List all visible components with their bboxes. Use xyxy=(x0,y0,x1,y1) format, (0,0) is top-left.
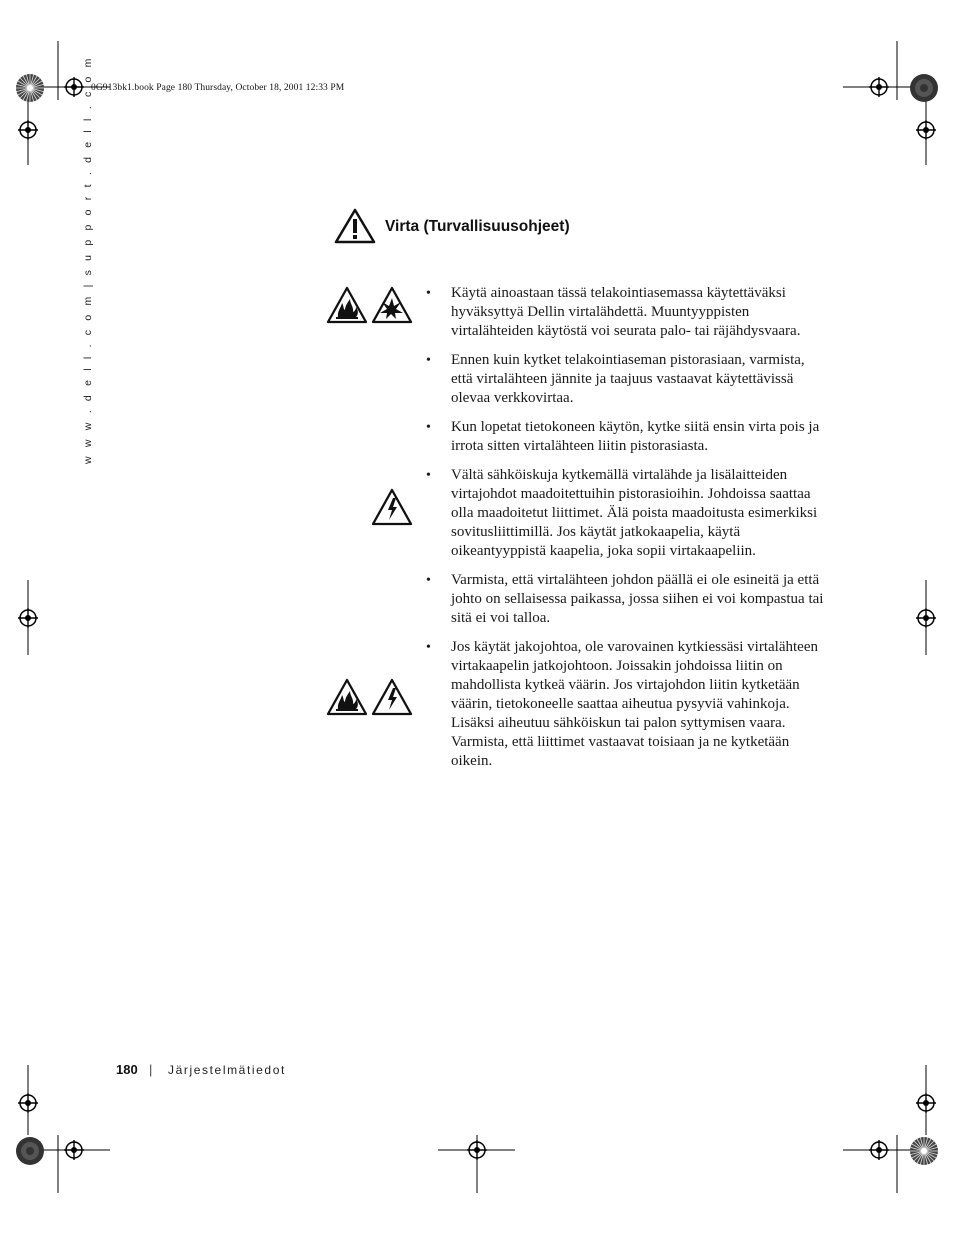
explosion-hazard-icon xyxy=(371,286,413,324)
registration-starburst-top-left xyxy=(15,73,45,103)
registration-starburst-bottom-right xyxy=(909,1136,939,1166)
print-header: 0G913bk1.book Page 180 Thursday, October 18, 2001 12:33 PM xyxy=(91,83,345,93)
registration-starburst-top-right xyxy=(909,73,939,103)
chapter-title: Järjestelmätiedot xyxy=(168,1063,286,1077)
registration-starburst-bottom-left xyxy=(15,1136,45,1166)
list-item: • Ennen kuin kytket telakointiaseman pistorasiaan, varmista, että virtalähteen jännite ja taajuus vastaavat käytettävissä olevaa verkkovirtaa. xyxy=(425,351,825,408)
footer-separator: | xyxy=(149,1062,153,1077)
caution-triangle-icon xyxy=(334,208,376,244)
list-item: • Käytä ainoastaan tässä telakointiasemassa käytettäväksi hyväksyttyä Dellin virtalähdettä. Muuntyyppisten virtalähteiden käytöstä voi seurata palo- tai räjähdysvaara. xyxy=(425,284,825,341)
section-title: Virta (Turvallisuusohjeet) xyxy=(385,218,570,235)
list-item: • Kun lopetat tietokoneen käytön, kytke siitä ensin virta pois ja irrota sitten virtalähteen liitin pistorasiasta. xyxy=(425,418,825,456)
fire-hazard-icon xyxy=(326,678,368,716)
fire-hazard-icon xyxy=(326,286,368,324)
side-url: w w w . d e l l . c o m | s u p p o r t . d e l l . c o m xyxy=(82,55,94,464)
list-item: • Vältä sähköiskuja kytkemällä virtalähde ja lisälaitteiden virtajohdot maadoitettuihin pistorasioihin. Johdoissa saattaa olla maadoitetut liittimet. Älä poista maadoitusta esimerkiksi sovitusliittimillä. Jos käytät jatkokaapelia, käytä oikeantyyppistä kaapelia, joka sopii virtakaapeliin. xyxy=(425,466,825,561)
electrical-hazard-icon xyxy=(371,678,413,716)
list-item: • Varmista, että virtalähteen johdon päällä ei ole esineitä ja että johto on sellaisessa paikassa, jossa siihen ei voi kompastua tai sitä ei voi talloa. xyxy=(425,571,825,628)
electrical-hazard-icon xyxy=(371,488,413,526)
page-number: 180 xyxy=(116,1062,138,1077)
bullet-list xyxy=(425,284,825,771)
list-item: • Jos käytät jakojohtoa, ole varovainen kytkiessäsi virtalähteen virtakaapelin jatkojohtoon. Joissakin johdoissa liitin on mahdollista kytkeä väärin. Jos virtajohdon liitin kytketään väärin, tietokoneelle saattaa aiheutua pysyviä vahinkoja. Lisäksi aiheutuu sähköiskun tai palon syttymisen vaara. Varmista, että liittimet vastaavat toisiaan ja ne kytketään oikein. xyxy=(425,638,825,771)
